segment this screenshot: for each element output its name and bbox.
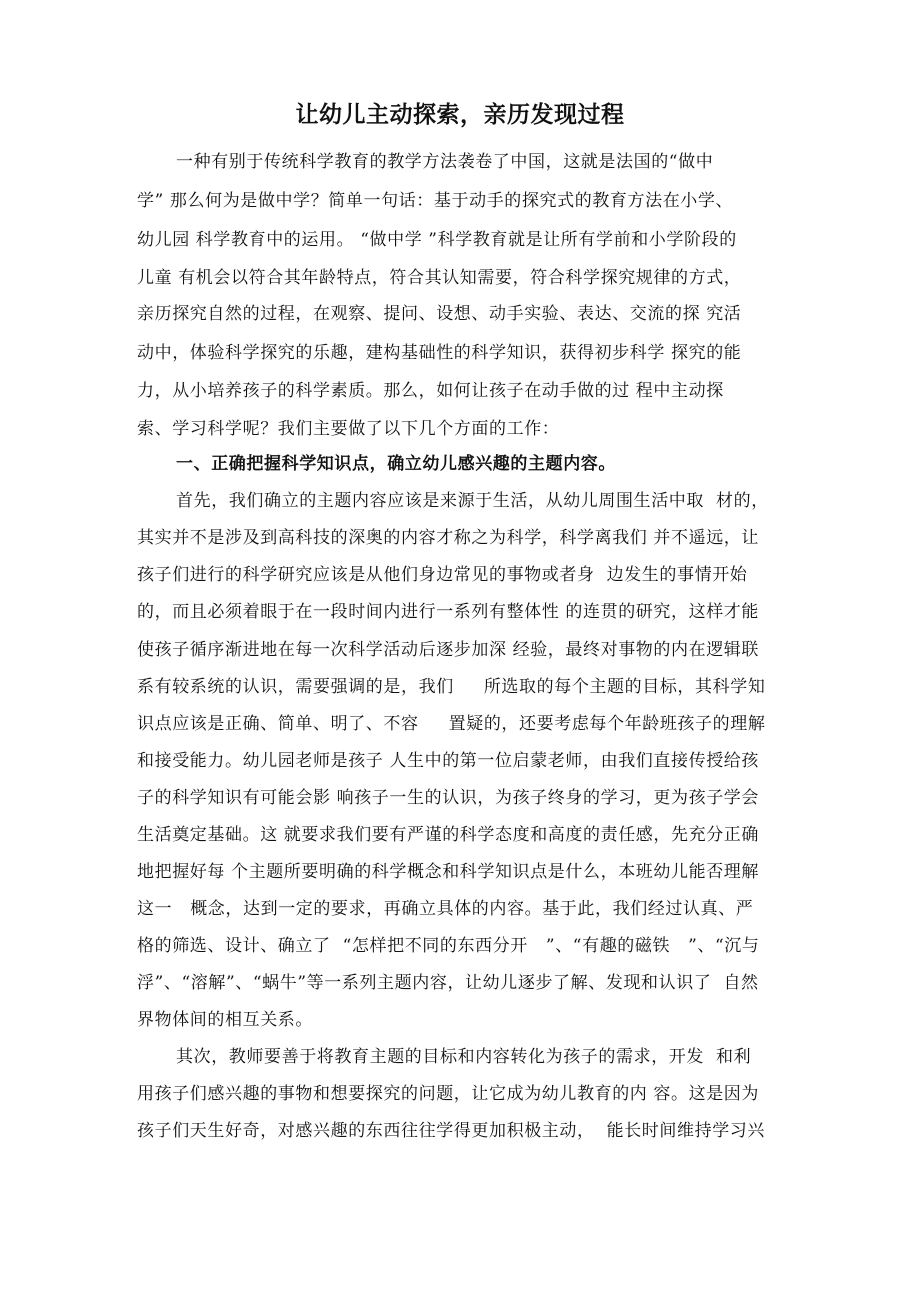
text-line: 使孩子循序渐进地在每一次科学活动后逐步加深 经验，最终对事物的内在逻辑联	[137, 640, 760, 660]
text-line: 子的科学知识有可能会影 响孩子一生的认识，为孩子终身的学习，更为孩子学会	[137, 788, 760, 808]
text-line: 其次，教师要善于将教育主题的目标和内容转化为孩子的需求，开发 和利	[176, 1047, 752, 1067]
text-line: 格的筛选、设计、确立了 “怎样把不同的东西分开 ”、“有趣的磁铁 ”、“沉与	[137, 936, 760, 956]
text-line: 地把握好每 个主题所要明确的科学概念和科学知识点是什么，本班幼儿能否理解	[137, 862, 760, 882]
text-line: 索、学习科学呢？我们主要做了以下几个方面的工作：	[137, 419, 560, 439]
text-line: 首先，我们确立的主题内容应该是来源于生活，从幼儿周围生活中取 材的，	[176, 491, 769, 511]
text-line: 的，而且必须着眼于在一段时间内进行一系列有整体性 的连贯的研究，这样才能	[137, 602, 760, 622]
text-line: 这一 概念，达到一定的要求，再确立具体的内容。基于此，我们经过认真、严	[137, 899, 754, 919]
text-line: 一种有别于传统科学教育的教学方法袭卷了中国，这就是法国的“做中	[176, 152, 714, 172]
text-line: 儿童 有机会以符合其年龄特点，符合其认知需要，符合科学探究规律的方式，	[137, 268, 742, 288]
section-heading: 一、正确把握科学知识点，确立幼儿感兴趣的主题内容。	[176, 454, 616, 474]
text-line: 生活奠定基础。这 就要求我们要有严谨的科学态度和高度的责任感，先充分正确	[137, 825, 760, 845]
text-line: 系有较系统的认识，需要强调的是，我们 所选取的每个主题的目标，其科学知	[137, 677, 766, 697]
text-line: 识点应该是正确、简单、明了、不容 置疑的，还要考虑每个年龄班孩子的理解	[137, 714, 766, 734]
text-line: 孩子们进行的科学研究应该是从他们身边常见的事物或者身 边发生的事情开始	[137, 565, 748, 585]
text-line: 动中，体验科学探究的乐趣，建构基础性的科学知识，获得初步科学 探究的能	[137, 343, 742, 363]
text-line: 幼儿园 科学教育中的运用。 “做中学 ”科学教育就是让所有学前和小学阶段的	[137, 230, 737, 250]
document-title: 让幼儿主动探索，亲历发现过程	[295, 102, 625, 128]
text-line: 浮”、“溶解”、“蜗牛”等一系列主题内容，让幼儿逐步了解、发现和认识了 自然	[137, 973, 759, 993]
text-line: 其实并不是涉及到高科技的深奥的内容才称之为科学，科学离我们 并不遥远，让	[137, 528, 760, 548]
text-line: 界物体间的相互关系。	[137, 1010, 313, 1030]
text-line: 学” 那么何为是做中学？简单一句话：基于动手的探究式的教育方法在小学、	[137, 191, 734, 211]
text-line: 亲历探究自然的过程，在观察、提问、设想、动手实验、表达、交流的探 究活	[137, 304, 742, 324]
text-line: 孩子们天生好奇，对感兴趣的东西往往学得更加积极主动， 能长时间维持学习兴	[137, 1121, 766, 1141]
text-line: 用孩子们感兴趣的事物和想要探究的问题，让它成为幼儿教育的内 容。这是因为	[137, 1084, 760, 1104]
text-line: 力，从小培养孩子的科学素质。那么，如何让孩子在动手做的过 程中主动探	[137, 381, 724, 401]
text-line: 和接受能力。幼儿园老师是孩子 人生中的第一位启蒙老师，由我们直接传授给孩	[137, 751, 760, 771]
